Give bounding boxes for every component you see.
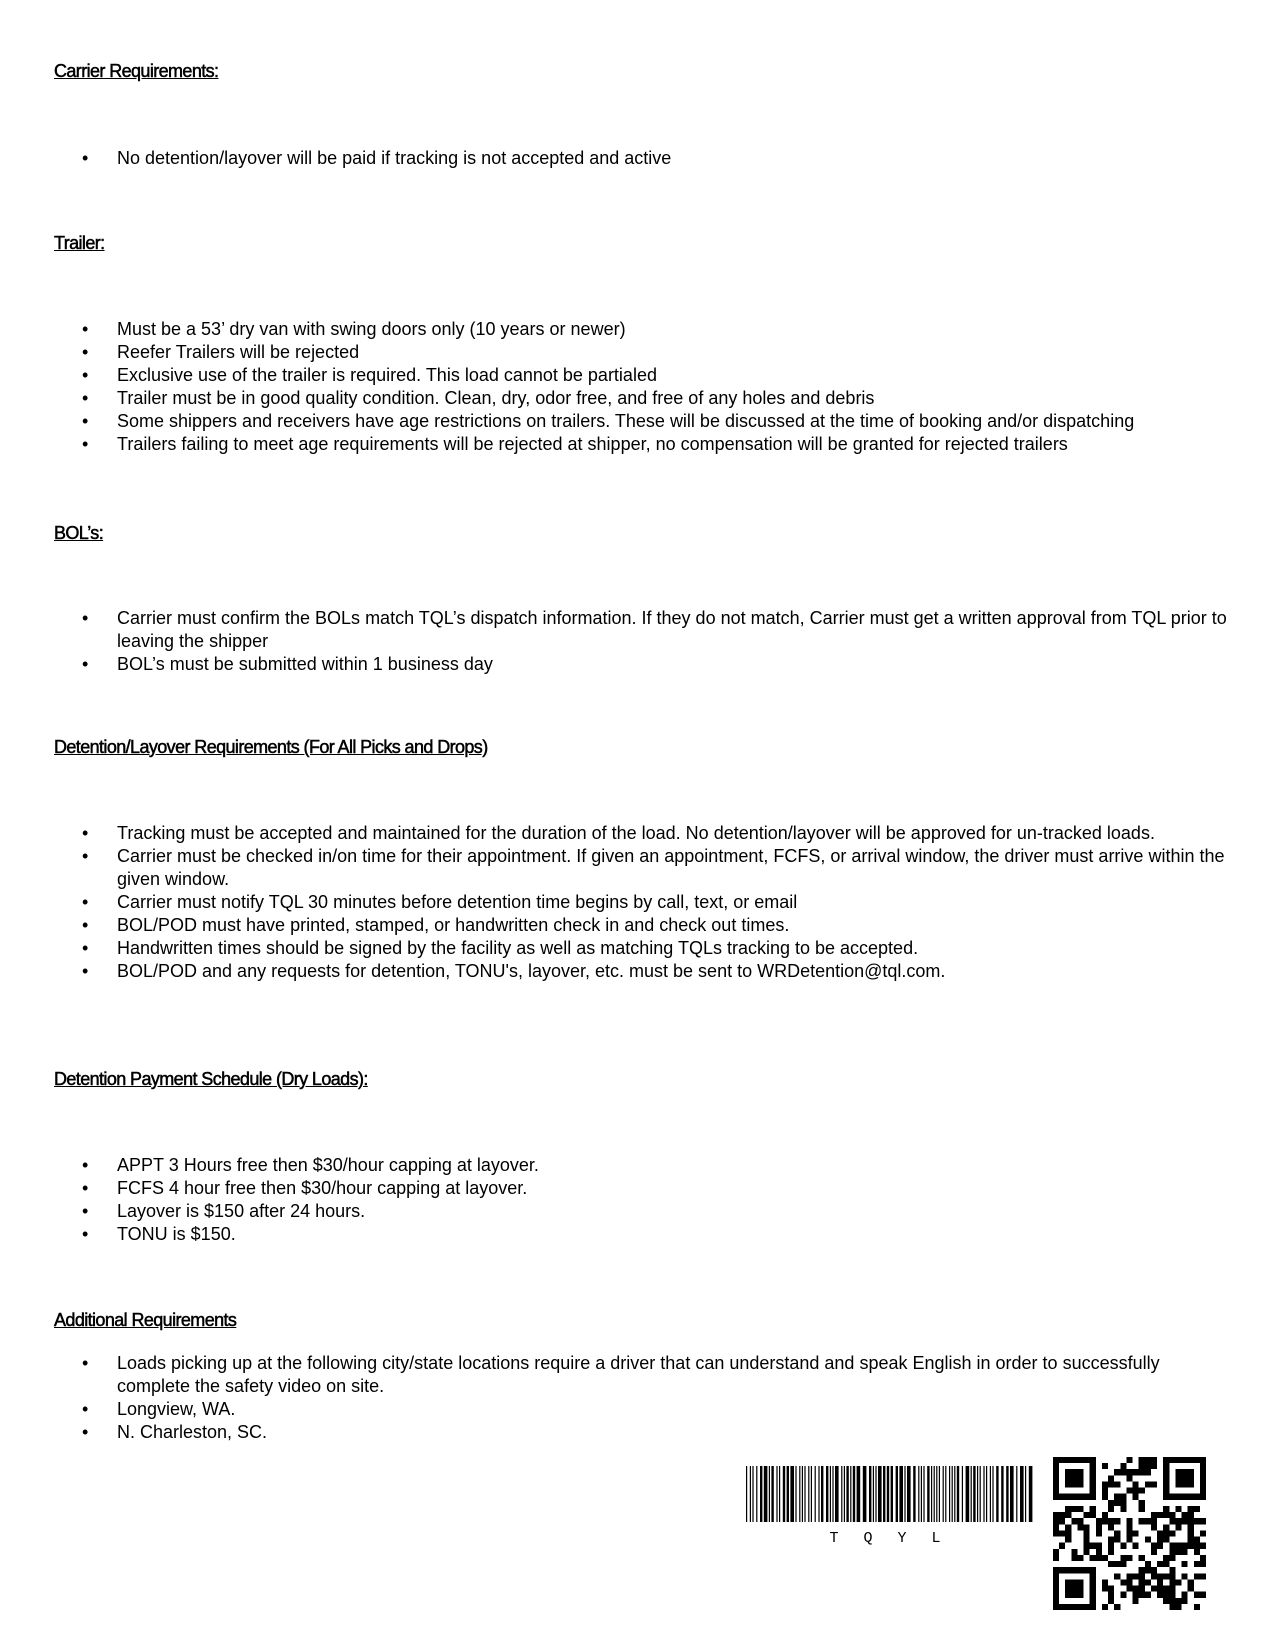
qr-code-icon [1053, 1457, 1206, 1610]
section-heading-trailer: Trailer: [54, 233, 105, 253]
list-item: • APPT 3 Hours free then $30/hour capping at layover. [0, 1154, 1230, 1177]
list-item: • Trailer must be in good quality condition. Clean, dry, odor free, and free of any holes and debris [0, 387, 1230, 410]
bols-list [0, 607, 1230, 676]
qr-modules [1053, 1457, 1206, 1610]
list-item: • BOL/POD must have printed, stamped, or handwritten check in and check out times. [0, 914, 1230, 937]
list-item: • Longview, WA. [0, 1398, 1230, 1421]
list-item: • BOL’s must be submitted within 1 business day [0, 653, 1230, 676]
list-item: • Carrier must confirm the BOLs match TQL’s dispatch information. If they do not match, Carrier must get a written approval from TQL prior to leaving the shipper [0, 607, 1230, 653]
section-heading-additional-requirements: Additional Requirements [54, 1310, 237, 1330]
detention-payment-list [0, 1154, 1230, 1246]
additional-requirements-list [0, 1352, 1230, 1444]
list-item: • Exclusive use of the trailer is required. This load cannot be partialed [0, 364, 1230, 387]
detention-layover-list [0, 822, 1230, 983]
list-item: • Tracking must be accepted and maintained for the duration of the load. No detention/layover will be approved for un-tracked loads. [0, 822, 1230, 845]
section-heading-bols: BOL’s: [54, 523, 104, 543]
trailer-list [0, 318, 1230, 456]
list-item: • Reefer Trailers will be rejected [0, 341, 1230, 364]
section-heading-carrier-requirements: Carrier Requirements: [54, 61, 219, 81]
list-item: • Carrier must be checked in/on time for their appointment. If given an appointment, FCFS, or arrival window, the driver must arrive within the given window. [0, 845, 1230, 891]
barcode-icon [744, 1466, 1034, 1546]
list-item: • BOL/POD and any requests for detention, TONU's, layover, etc. must be sent to WRDetention@tql.com. [0, 960, 1230, 983]
list-item: • N. Charleston, SC. [0, 1421, 1230, 1444]
list-item: • FCFS 4 hour free then $30/hour capping at layover. [0, 1177, 1230, 1200]
carrier-requirements-list [0, 147, 1230, 170]
list-item: • TONU is $150. [0, 1223, 1230, 1246]
list-item: • Carrier must notify TQL 30 minutes before detention time begins by call, text, or email [0, 891, 1230, 914]
section-heading-detention-layover: Detention/Layover Requirements (For All Picks and Drops) [54, 737, 488, 757]
list-item: • No detention/layover will be paid if tracking is not accepted and active [0, 147, 1230, 170]
barcode-bars [746, 1466, 1032, 1522]
list-item: • Layover is $150 after 24 hours. [0, 1200, 1230, 1223]
list-item: • Some shippers and receivers have age restrictions on trailers. These will be discussed at the time of booking and/or dispatching [0, 410, 1230, 433]
barcode-label: T Q Y L [829, 1530, 949, 1546]
list-item: • Loads picking up at the following city/state locations require a driver that can understand and speak English in order to successfully complete the safety video on site. [0, 1352, 1230, 1398]
list-item: • Handwritten times should be signed by the facility as well as matching TQLs tracking to be accepted. [0, 937, 1230, 960]
section-heading-detention-payment: Detention Payment Schedule (Dry Loads): [54, 1069, 368, 1089]
list-item: • Must be a 53’ dry van with swing doors only (10 years or newer) [0, 318, 1230, 341]
list-item: • Trailers failing to meet age requirements will be rejected at shipper, no compensation will be granted for rejected trailers [0, 433, 1230, 456]
